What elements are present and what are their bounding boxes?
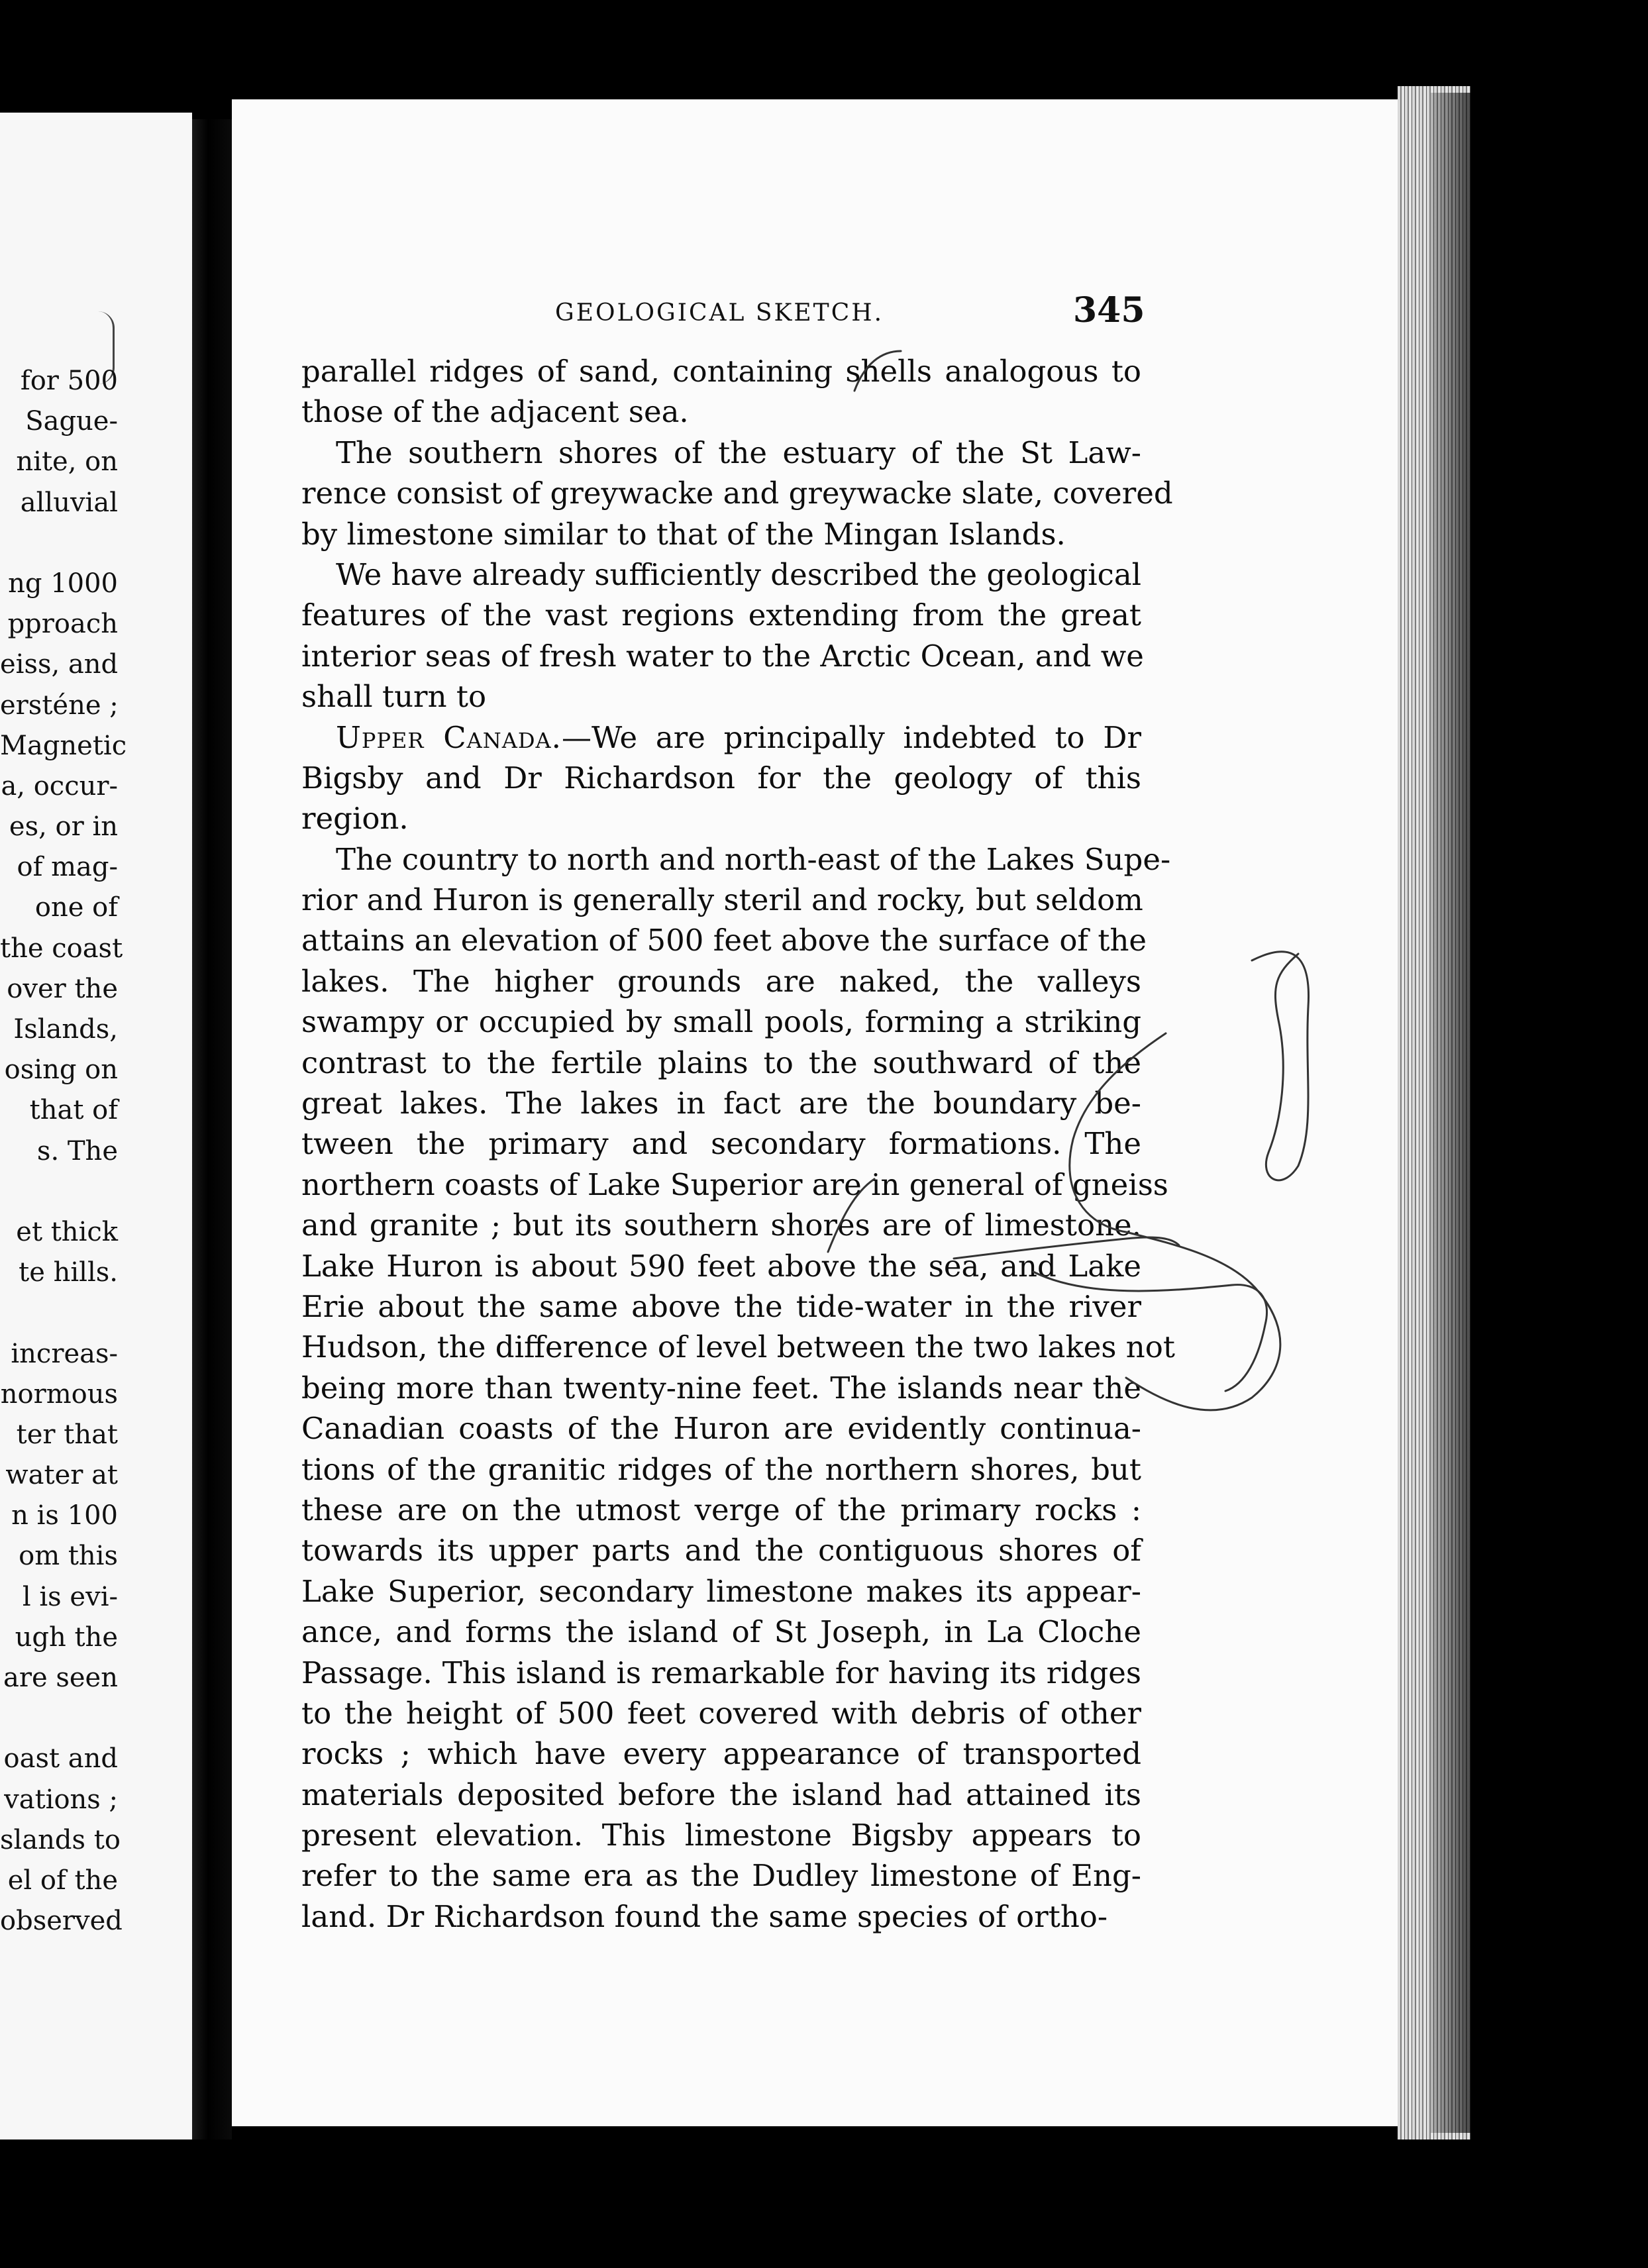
text-line-content: contrast to the fertile plains to the southward of the	[301, 1045, 1141, 1080]
previous-page-line: a, occur-	[1, 770, 118, 801]
previous-page-line: one of	[34, 892, 118, 923]
text-line	[301, 839, 1171, 880]
text-line	[301, 1490, 1141, 1530]
previous-page-line: et thick	[16, 1216, 118, 1247]
text-line-content: We have already sufficiently described the geological	[336, 556, 1142, 592]
text-line	[301, 554, 1141, 595]
previous-page-line: for 500	[20, 366, 118, 396]
previous-page-line: ng 1000	[8, 568, 118, 599]
text-line	[301, 961, 1141, 1002]
text-line	[301, 1896, 1141, 1937]
text-line-content: Passage. This island is remarkable for having its ridges	[301, 1655, 1141, 1690]
previous-page-line: ter that	[16, 1419, 118, 1450]
text-line-content: rior and Huron is generally steril and rocky, but seldom	[301, 882, 1143, 918]
text-line	[301, 1530, 1141, 1571]
text-line	[301, 473, 1173, 513]
text-line-content: —We are principally indebted to Dr	[561, 719, 1141, 755]
text-line-content: to the height of 500 feet covered with debris of other	[301, 1695, 1141, 1731]
text-line	[301, 1205, 1141, 1245]
running-head	[232, 290, 1417, 343]
previous-page-line: osing on	[4, 1055, 118, 1086]
text-line	[301, 1164, 1168, 1205]
text-line-content: attains an elevation of 500 feet above the surface of the	[301, 923, 1147, 958]
text-line	[301, 1083, 1141, 1123]
text-line	[301, 798, 1141, 839]
previous-page-line: normous	[0, 1378, 118, 1410]
page-number: 345	[1073, 290, 1145, 331]
text-line-content: Hudson, the difference of level between the two lakes not	[301, 1329, 1175, 1365]
previous-page-line	[0, 523, 118, 564]
book-page	[232, 99, 1417, 2126]
text-line-content: these are on the utmost verge of the primary rocks :	[301, 1492, 1141, 1527]
page-body-text	[301, 351, 1175, 1937]
text-line	[301, 1449, 1141, 1490]
text-line-content: being more than twenty-nine feet. The islands near the	[301, 1370, 1141, 1406]
text-line-content: Canadian coasts of the Huron are evidently continua-	[301, 1411, 1141, 1447]
text-line	[301, 351, 1141, 391]
previous-page-line: Islands,	[13, 1014, 118, 1045]
text-line	[301, 880, 1141, 920]
text-line	[301, 1733, 1141, 1774]
previous-page-line: over the	[7, 973, 118, 1004]
text-line-content: Lake Huron is about 590 feet above the sea, and Lake	[301, 1248, 1141, 1284]
text-line	[301, 1571, 1141, 1612]
text-line	[301, 758, 1141, 798]
text-line-content: parallel ridges of sand, containing shells analogous to	[301, 354, 1141, 389]
previous-page-line: water at	[5, 1460, 118, 1491]
text-line-content: shall turn to	[301, 679, 487, 715]
previous-page-line	[0, 1698, 118, 1739]
text-line	[301, 1653, 1141, 1693]
previous-page-line: ugh the	[15, 1622, 118, 1653]
text-line-content: tween the primary and secondary formations. The	[301, 1126, 1141, 1162]
text-line	[301, 1408, 1141, 1449]
text-line	[301, 1612, 1141, 1652]
previous-page-line: Magnetic	[0, 730, 127, 761]
text-line-content: refer to the same era as the Dudley limestone of Eng-	[301, 1858, 1141, 1894]
previous-page-line: nite, on	[16, 446, 118, 478]
previous-page-line: slands to	[0, 1824, 121, 1855]
text-line	[301, 636, 1144, 676]
previous-page-line	[0, 1293, 118, 1333]
text-line	[301, 433, 1141, 473]
text-line-content: The southern shores of the estuary of the St Law-	[336, 435, 1141, 470]
text-line-content: swampy or occupied by small pools, forming a striking	[301, 1004, 1141, 1040]
text-line	[301, 1043, 1141, 1083]
text-line-content: materials deposited before the island had attained its	[301, 1777, 1141, 1812]
text-line-content: Bigsby and Dr Richardson for the geology of this	[301, 760, 1141, 796]
text-line-content: towards its upper parts and the contiguous shores of	[301, 1533, 1141, 1569]
previous-page-line: pproach	[7, 609, 118, 640]
previous-page-line: s. The	[36, 1135, 118, 1166]
text-line-content: ance, and forms the island of St Joseph, in La Cloche	[301, 1614, 1141, 1650]
text-line-content: rence consist of greywacke and greywacke slate, covered	[301, 476, 1173, 511]
text-line-content: present elevation. This limestone Bigsby appears to	[301, 1818, 1141, 1853]
text-line	[301, 1286, 1141, 1327]
text-line-content: region.	[301, 801, 409, 837]
text-line	[301, 1815, 1141, 1855]
text-line-content: great lakes. The lakes in fact are the boundary be-	[301, 1086, 1141, 1121]
previous-page-line: increas-	[11, 1338, 118, 1369]
previous-page-line: Sague-	[25, 406, 118, 437]
previous-page-line: observed	[0, 1906, 123, 1937]
previous-page-line: oast and	[3, 1743, 118, 1775]
text-line	[301, 514, 1141, 554]
previous-page-text	[0, 361, 127, 1941]
text-line	[301, 391, 1141, 432]
previous-page-line: ersténe ;	[0, 690, 119, 721]
previous-page-line: eiss, and	[0, 649, 119, 680]
text-line	[301, 1123, 1141, 1164]
previous-page-line: el of the	[7, 1865, 118, 1896]
running-title: GEOLOGICAL SKETCH.	[555, 299, 884, 327]
text-line-content: lakes. The higher grounds are naked, the valleys	[301, 963, 1141, 999]
text-line	[301, 676, 1141, 717]
previous-page-line: are seen	[3, 1663, 118, 1693]
previous-page-line: l is evi-	[22, 1581, 118, 1612]
previous-page-line: of mag-	[17, 852, 118, 883]
previous-page-line: the coast	[0, 933, 123, 964]
previous-page-line: om this	[19, 1541, 118, 1572]
previous-page-line: es, or in	[9, 811, 118, 843]
previous-page-line	[0, 1172, 118, 1212]
text-line-content: by limestone similar to that of the Mingan Islands.	[301, 516, 1066, 552]
book-gutter	[192, 119, 232, 2139]
text-line-content: rocks ; which have every appearance of transported	[301, 1736, 1141, 1772]
text-line	[301, 1327, 1175, 1367]
text-line-content: The country to north and north-east of the Lakes Supe-	[336, 841, 1171, 877]
text-line-content: those of the adjacent sea.	[301, 394, 689, 430]
section-heading: Upper Canada.	[336, 719, 562, 755]
text-line-content: land. Dr Richardson found the same species of ortho-	[301, 1898, 1108, 1934]
text-line-content: Erie about the same above the tide-water in the river	[301, 1288, 1141, 1324]
previous-page-line: vations ;	[4, 1784, 118, 1815]
text-line-content: Lake Superior, secondary limestone makes its appear-	[301, 1573, 1141, 1609]
previous-page-line: alluvial	[20, 487, 118, 518]
text-line	[301, 1368, 1141, 1408]
text-line-content: tions of the granitic ridges of the northern shores, but	[301, 1451, 1141, 1487]
text-line	[301, 1693, 1141, 1733]
previous-page-line: n is 100	[11, 1500, 118, 1531]
page-edges-shadow	[1431, 93, 1477, 2133]
text-line	[301, 1775, 1141, 1815]
text-line	[301, 1002, 1141, 1042]
text-line	[301, 1246, 1141, 1286]
text-line-content: northern coasts of Lake Superior are in general of gneiss	[301, 1166, 1168, 1202]
text-line	[301, 717, 1141, 758]
text-line	[301, 920, 1147, 960]
text-line-content: features of the vast regions extending from the great	[301, 597, 1141, 633]
text-line	[301, 595, 1141, 635]
text-line	[301, 1855, 1141, 1896]
previous-page-line: that of	[29, 1095, 118, 1126]
previous-page-line: te hills.	[19, 1257, 118, 1288]
text-line-content: and granite ; but its southern shores are of limestone.	[301, 1208, 1141, 1243]
previous-page-fragment	[0, 113, 192, 2139]
text-line-content: interior seas of fresh water to the Arctic Ocean, and we	[301, 638, 1144, 674]
